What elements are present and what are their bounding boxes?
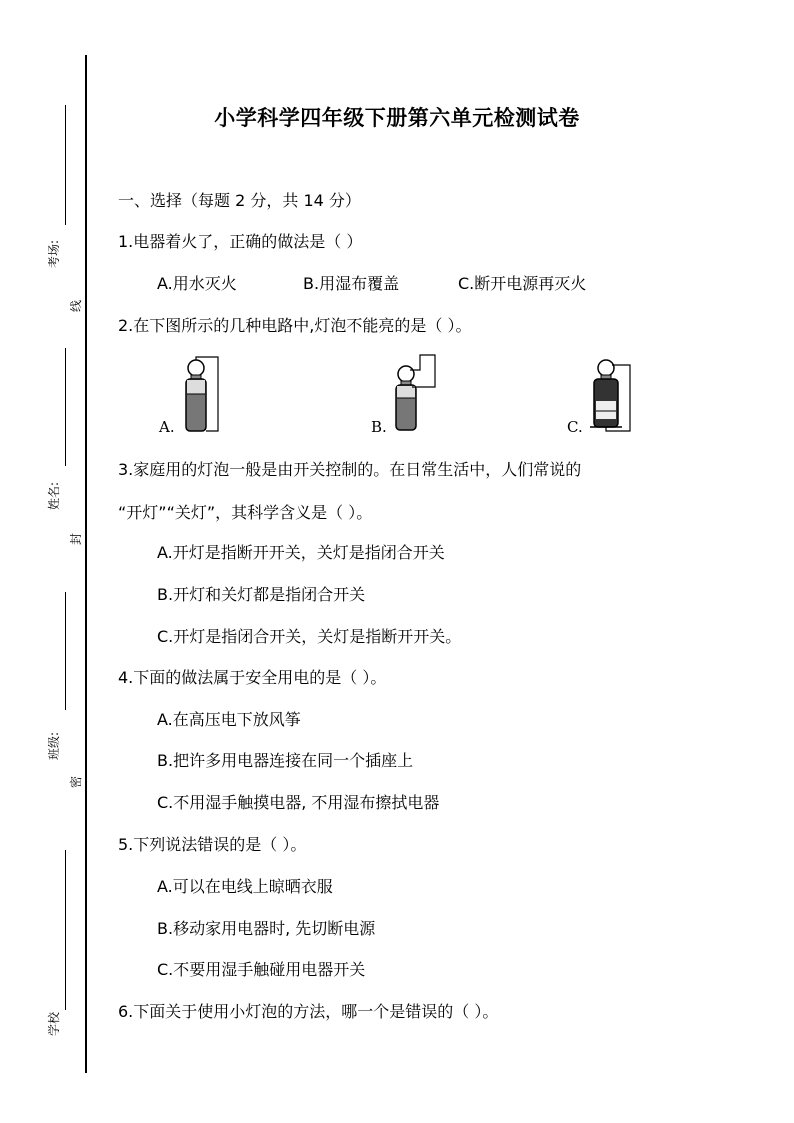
- circuit-label-c: C.: [567, 418, 583, 436]
- circuit-label-b: B.: [371, 418, 387, 436]
- q5-option-a: A.可以在电线上晾晒衣服: [157, 877, 333, 896]
- q6-stem: 6.下面关于使用小灯泡的方法，哪一个是错误的（ ）。: [118, 1002, 499, 1021]
- circuit-diagram-a: [178, 355, 238, 435]
- q2-stem: 2.在下图所示的几种电路中,灯泡不能亮的是（ ）。: [118, 316, 472, 335]
- q3-option-a: A.开灯是指断开开关，关灯是指闭合开关: [157, 543, 445, 562]
- school-underline: [65, 850, 66, 1010]
- q4-stem: 4.下面的做法属于安全用电的是（ ）。: [118, 668, 387, 687]
- q1-option-b: B.用湿布覆盖: [303, 274, 400, 293]
- q3-stem-line1: 3.家庭用的灯泡一般是由开关控制的。在日常生活中，人们常说的: [118, 460, 582, 479]
- binding-margin-line: [85, 55, 87, 1073]
- seal-mark-line: 线: [69, 299, 83, 312]
- q1-option-c: C.断开电源再灭火: [458, 274, 587, 293]
- q5-stem: 5.下列说法错误的是（ ）。: [118, 835, 307, 854]
- q3-stem-line2: “开灯”“关灯”，其科学含义是（ ）。: [118, 503, 373, 522]
- school-label: 学校: [47, 1011, 61, 1036]
- q3-option-b: B.开灯和关灯都是指闭合开关: [157, 585, 366, 604]
- q4-option-b: B.把许多用电器连接在同一个插座上: [157, 751, 414, 770]
- exam-title: 小学科学四年级下册第六单元检测试卷: [214, 105, 580, 130]
- q4-option-a: A.在高压电下放风筝: [157, 710, 301, 729]
- q5-option-c: C.不要用湿手触碰用电器开关: [157, 960, 366, 979]
- circuit-diagram-c: [588, 355, 648, 435]
- class-label: 班级:: [47, 731, 61, 760]
- name-label: 姓名:: [47, 481, 61, 510]
- section-heading: 一、选择（每题 2 分，共 14 分）: [118, 191, 361, 210]
- q5-option-b: B.移动家用电器时, 先切断电源: [157, 919, 376, 938]
- q4-option-c: C.不用湿手触摸电器, 不用湿布擦拭电器: [157, 793, 440, 812]
- name-underline: [65, 348, 66, 466]
- q1-option-a: A.用水灭火: [157, 274, 237, 293]
- seal-mark-secret: 密: [69, 775, 83, 788]
- q3-option-c: C.开灯是指闭合开关，关灯是指断开开关。: [157, 627, 462, 646]
- q1-stem: 1.电器着火了，正确的做法是（ ）: [118, 232, 363, 251]
- class-underline: [65, 592, 66, 710]
- circuit-diagram-b: [390, 352, 450, 434]
- circuit-label-a: A.: [159, 418, 175, 436]
- exam-room-label: 考场:: [47, 239, 61, 268]
- seal-mark-seal: 封: [69, 532, 83, 545]
